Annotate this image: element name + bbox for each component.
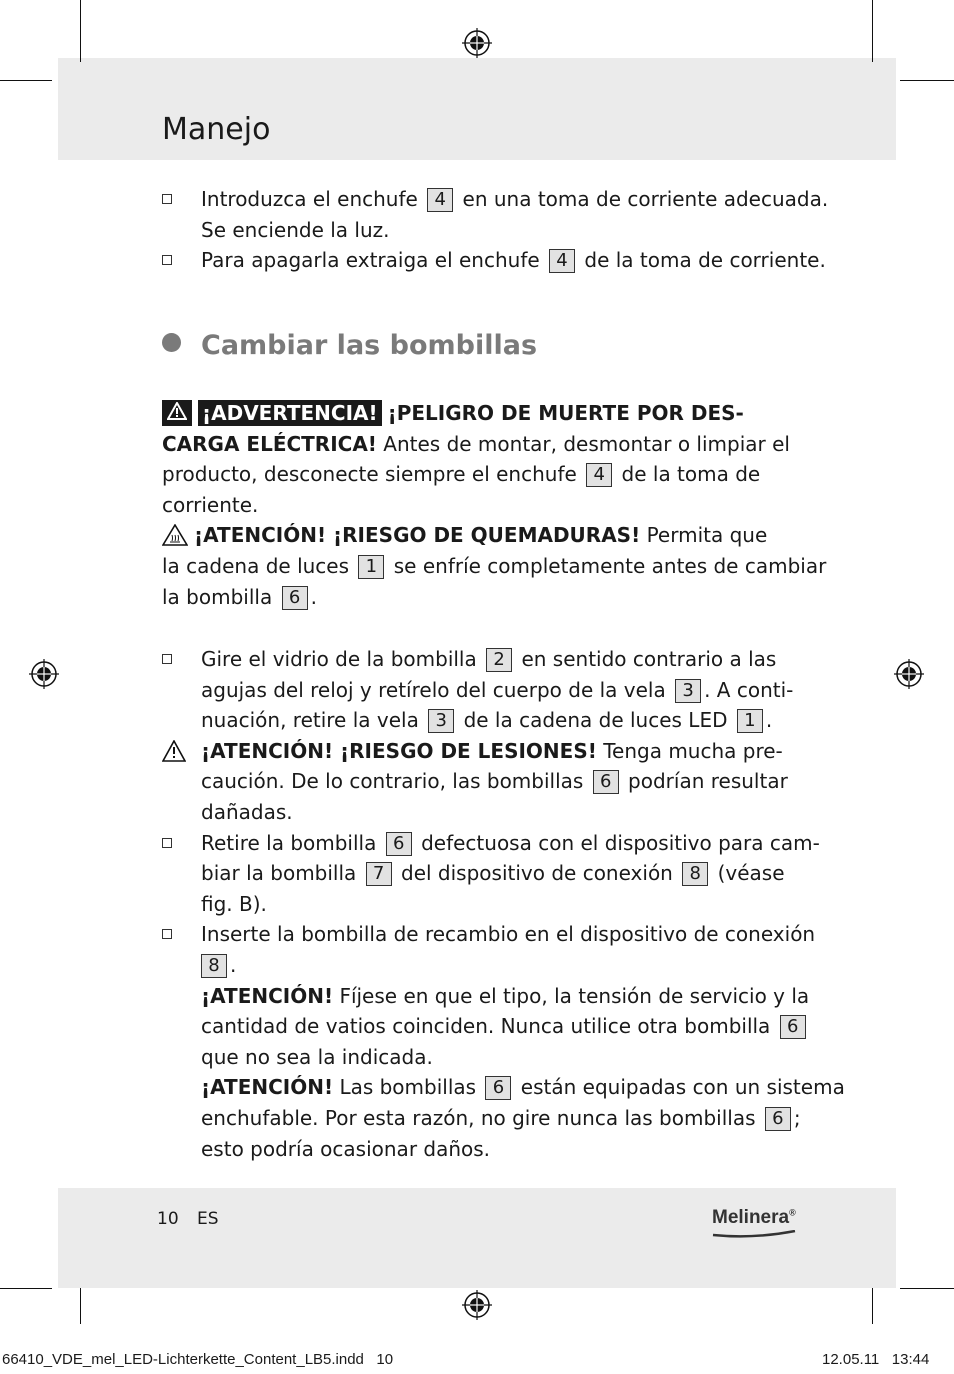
- text-line: [162, 1042, 802, 1073]
- warning-label: ¡ADVERTENCIA!: [198, 400, 382, 426]
- part-number: 6: [485, 1076, 511, 1100]
- text: en sentido contrario a las: [521, 647, 777, 671]
- brand-swoosh-icon: [712, 1230, 796, 1238]
- text: CARGA ELÉCTRICA!: [162, 431, 377, 456]
- warning-block: [162, 398, 827, 612]
- text-line: [162, 858, 802, 889]
- checkbox-bullet-icon: [162, 929, 172, 939]
- list-item: [162, 245, 826, 276]
- crop-mark: [872, 0, 873, 62]
- crop-mark: [900, 80, 954, 81]
- part-number: 6: [780, 1015, 806, 1039]
- text: Se enciende la luz.: [201, 217, 390, 242]
- text: en una toma de corriente adecuada.: [462, 187, 829, 211]
- part-number: 6: [282, 586, 308, 610]
- text: Fíjese en que el tipo, la tensión de servicio y la: [339, 983, 810, 1008]
- text: enchufable. Por esta razón, no gire nunca las bombillas: [201, 1105, 756, 1130]
- registration-mark-icon: [29, 659, 59, 689]
- checkbox-bullet-icon: [162, 255, 172, 265]
- text-line: [162, 520, 802, 551]
- part-number: 6: [765, 1107, 791, 1131]
- part-number: 4: [586, 463, 612, 487]
- text: agujas del reloj y retírelo del cuerpo de la vela: [201, 677, 666, 702]
- section-title-text: Cambiar las bombillas: [201, 330, 538, 361]
- registration-mark-icon: [462, 28, 492, 58]
- text-line: [162, 950, 802, 981]
- text: Inserte la bombilla de recambio en el dispositivo de conexión: [201, 922, 816, 947]
- text: defectuosa con el dispositivo para cam-: [421, 830, 820, 855]
- text-line: [162, 889, 802, 920]
- section-title: [162, 330, 537, 361]
- text: Permita que: [646, 523, 768, 548]
- crop-mark: [80, 0, 81, 62]
- text-line: [162, 705, 802, 736]
- text: nuación, retire la vela: [201, 708, 419, 733]
- text: .: [310, 584, 317, 609]
- text: Introduzca el enchufe: [201, 187, 418, 211]
- crop-mark: [900, 1288, 954, 1289]
- text-line: [162, 797, 802, 828]
- text: .: [230, 952, 237, 977]
- registered-mark: ®: [789, 1207, 796, 1218]
- file-slug: 66410_VDE_mel_LED-Lichterkette_Content_LB5.indd 10: [2, 1351, 394, 1368]
- part-number: 1: [737, 709, 763, 733]
- text: están equipadas con un sistema: [520, 1075, 845, 1100]
- text-line: [162, 398, 802, 429]
- warning-triangle-icon: [162, 400, 192, 426]
- checkbox-bullet-icon: [162, 838, 172, 848]
- text-line: [162, 582, 802, 613]
- text: biar la bombilla: [201, 861, 357, 886]
- text: (véase: [717, 861, 785, 886]
- intro-list: [162, 184, 829, 276]
- text: se enfríe completamente antes de cambiar: [393, 553, 827, 578]
- part-number: 1: [358, 555, 384, 579]
- text: la bombilla: [162, 584, 273, 609]
- date-slug: 12.05.11 13:44: [822, 1351, 930, 1368]
- brand-logo: [712, 1207, 796, 1229]
- text: dañadas.: [201, 799, 293, 824]
- list-item: [162, 919, 816, 950]
- text: caución. De lo contrario, las bombillas: [201, 769, 584, 794]
- registration-mark-icon: [894, 659, 924, 689]
- steps-list: [162, 644, 845, 1164]
- crop-mark: [872, 1288, 873, 1324]
- text: ¡ATENCIÓN!: [201, 1075, 334, 1100]
- hot-surface-warning-icon: [162, 524, 188, 546]
- text-line: [162, 981, 810, 1012]
- crop-mark: [80, 1288, 81, 1324]
- text-line: [162, 1072, 845, 1103]
- text: de la toma de corriente.: [584, 248, 826, 273]
- text: ¡ATENCIÓN! ¡RIESGO DE LESIONES!: [201, 738, 597, 763]
- crop-mark: [0, 80, 52, 81]
- text-line: [162, 1134, 802, 1165]
- text: Las bombillas: [339, 1075, 477, 1100]
- text: . A conti-: [704, 677, 794, 702]
- part-number: 8: [682, 862, 708, 886]
- text: .: [765, 708, 773, 733]
- text-line: [162, 1011, 802, 1042]
- text: Antes de montar, desmontar o limpiar el: [383, 431, 790, 456]
- checkbox-bullet-icon: [162, 654, 172, 664]
- crop-mark: [0, 1288, 52, 1289]
- list-item: [162, 644, 802, 675]
- part-number: 3: [675, 679, 701, 703]
- text: corriente.: [162, 492, 259, 517]
- text: de la cadena de luces LED: [463, 708, 728, 733]
- checkbox-bullet-icon: [162, 194, 172, 204]
- text: Para apagarla extraiga el enchufe: [201, 248, 540, 273]
- text: ¡ATENCIÓN! ¡RIESGO DE QUEMADURAS!: [194, 523, 641, 548]
- text-line: [162, 766, 802, 797]
- text: cantidad de vatios coinciden. Nunca utilice otra bombilla: [201, 1014, 771, 1039]
- text: del dispositivo de conexión: [401, 861, 673, 886]
- text: ¡ATENCIÓN!: [201, 983, 334, 1008]
- text-line: [162, 215, 802, 246]
- part-number: 3: [428, 709, 454, 733]
- part-number: 4: [427, 188, 453, 212]
- list-item: [162, 828, 820, 859]
- text-line: [162, 675, 802, 706]
- text: podrían resultar: [628, 769, 788, 794]
- text-line: [162, 551, 827, 582]
- footer-band: [58, 1188, 896, 1288]
- text: ¡PELIGRO DE MUERTE POR DES-: [387, 401, 744, 425]
- text-line: [162, 736, 802, 767]
- text: que no sea la indicada.: [201, 1044, 433, 1069]
- page-number: 10: [157, 1209, 179, 1229]
- text-line: [162, 1103, 802, 1134]
- text: de la toma de: [621, 462, 761, 487]
- part-number: 7: [366, 862, 392, 886]
- caution-triangle-icon: [162, 740, 186, 762]
- page-title: Manejo: [162, 112, 271, 147]
- part-number: 6: [593, 770, 619, 794]
- part-number: 4: [549, 249, 575, 273]
- text-line: [162, 490, 802, 521]
- brand-name: Melinera: [712, 1207, 790, 1228]
- text: Retire la bombilla: [201, 830, 377, 855]
- text: fig. B).: [201, 891, 267, 916]
- part-number: 2: [486, 648, 512, 672]
- text: esto podría ocasionar daños.: [201, 1136, 491, 1161]
- bullet-dot-icon: [162, 333, 181, 352]
- language-code: ES: [197, 1209, 219, 1229]
- part-number: 8: [201, 954, 227, 978]
- part-number: 6: [386, 832, 412, 856]
- text-line: [162, 459, 802, 490]
- registration-mark-icon: [462, 1290, 492, 1320]
- text: Tenga mucha pre-: [603, 738, 783, 763]
- text: Gire el vidrio de la bombilla: [201, 647, 477, 671]
- list-item: [162, 184, 829, 215]
- text: ;: [793, 1105, 801, 1130]
- text-line: [162, 429, 802, 460]
- text: la cadena de luces: [162, 553, 350, 578]
- text: producto, desconecte siempre el enchufe: [162, 462, 577, 487]
